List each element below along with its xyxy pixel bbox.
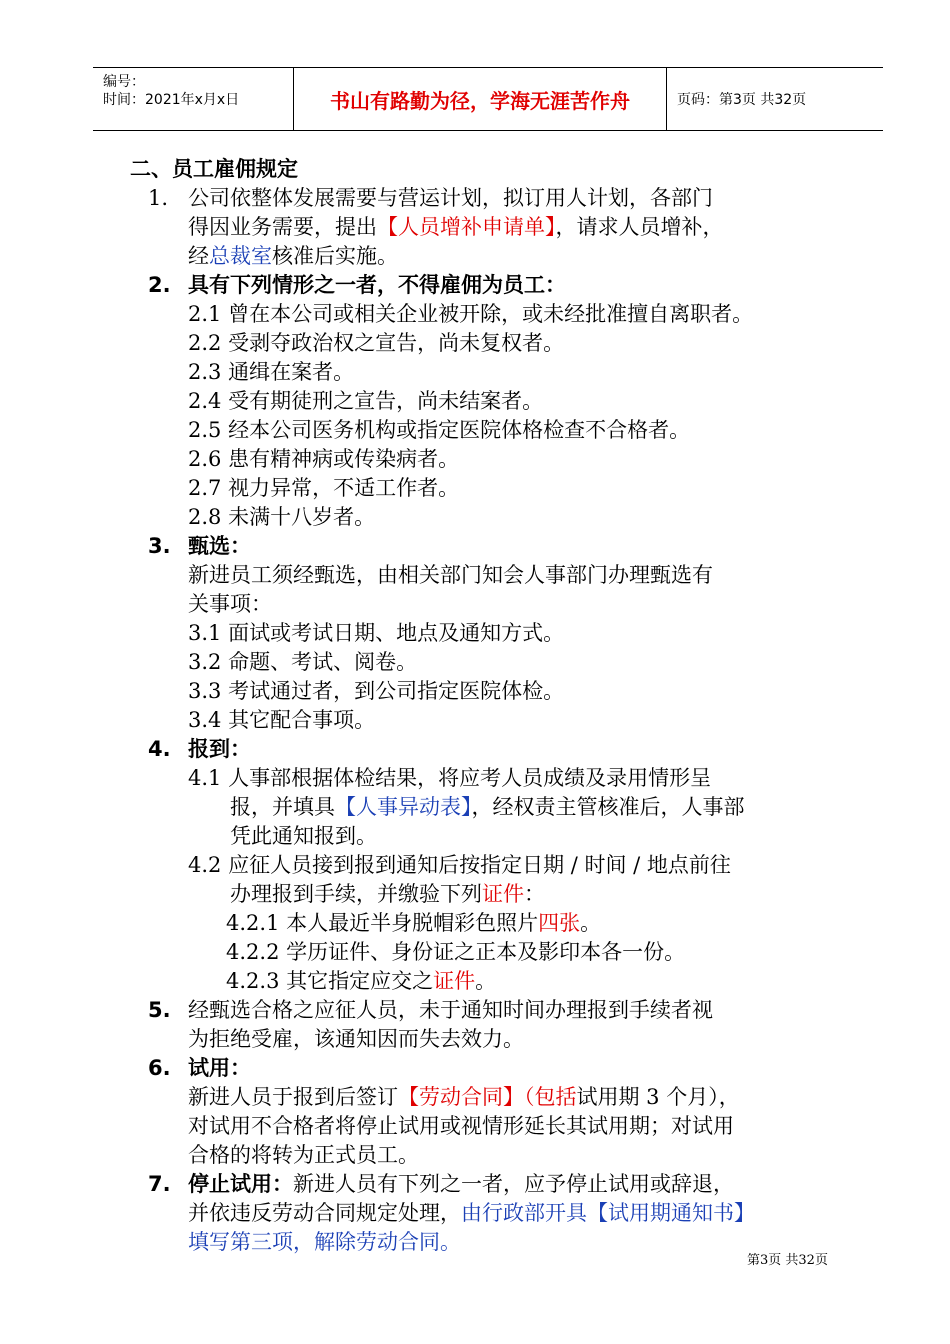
item-4-2-3 bbox=[226, 967, 496, 996]
item-6-number: 6. bbox=[148, 1056, 171, 1080]
item-3-number: 3. bbox=[148, 534, 171, 558]
item-3-line-2: 关事项： bbox=[188, 592, 272, 616]
form-reference: 【人员增补申请单】 bbox=[377, 215, 556, 239]
time-label: 时间：2021年x月x日 bbox=[103, 92, 240, 108]
item-4-2-line-2 bbox=[230, 880, 545, 909]
item-6-title: 试用： bbox=[188, 1056, 251, 1080]
item-4-number: 4. bbox=[148, 737, 171, 761]
item-3-sub: 3.1 面试或考试日期、地点及通知方式。 bbox=[188, 621, 565, 645]
item-3-title: 甄选： bbox=[188, 534, 251, 558]
item-4-2-1 bbox=[226, 909, 601, 938]
item-2-sub: 2.7 视力异常，不适工作者。 bbox=[188, 476, 460, 500]
dept-reference: 总裁室 bbox=[209, 244, 272, 268]
item-3-sub: 3.3 考试通过者，到公司指定医院体检。 bbox=[188, 679, 565, 703]
highlight-text: 四张 bbox=[538, 911, 581, 935]
item-3-sub: 3.2 命题、考试、阅卷。 bbox=[188, 650, 418, 674]
page-footer: 第3页 共32页 bbox=[747, 1253, 828, 1268]
header-motto: 书山有路勤为径，学海无涯苦作舟 bbox=[294, 68, 667, 130]
item-2-sub: 2.2 受剥夺政治权之宣告，尚未复权者。 bbox=[188, 331, 565, 355]
text-span: 经 bbox=[188, 244, 209, 268]
item-4-1-line-3: 凭此通知报到。 bbox=[230, 824, 377, 848]
text-span: 报，并填具 bbox=[230, 795, 335, 819]
item-3-line-1: 新进员工须经甄选，由相关部门知会人事部门办理甄选有 bbox=[188, 563, 713, 587]
item-1-line-1: 公司依整体发展需要与营运计划，拟订用人计划，各部门 bbox=[188, 186, 713, 210]
item-2-title: 具有下列情形之一者，不得雇佣为员工： bbox=[188, 273, 566, 297]
text-span: 。 bbox=[475, 969, 497, 993]
item-2-sub: 2.3 通缉在案者。 bbox=[188, 360, 355, 384]
text-span: 4.2.3 其它指定应交之 bbox=[226, 969, 434, 993]
text-span: 核准后实施。 bbox=[272, 244, 398, 268]
text-span: 4.2.1 本人最近半身脱帽彩色照片 bbox=[226, 911, 539, 935]
item-6-line-3: 合格的将转为正式员工。 bbox=[188, 1143, 419, 1167]
item-2-sub: 2.1 曾在本公司或相关企业被开除，或未经批准擅自离职者。 bbox=[188, 302, 754, 326]
item-4-2-2: 4.2.2 学历证件、身份证之正本及影印本各一份。 bbox=[226, 940, 686, 964]
text-span: 得因业务需要，提出 bbox=[188, 215, 377, 239]
item-7-line-3: 填写第三项，解除劳动合同。 bbox=[188, 1230, 461, 1254]
item-7-number: 7. bbox=[148, 1172, 171, 1196]
item-4-1-line-2 bbox=[230, 793, 745, 822]
highlight-text: 证件 bbox=[482, 882, 524, 906]
item-1-number: 1. bbox=[148, 186, 169, 210]
item-1-line-3 bbox=[188, 242, 398, 271]
item-1-line-2 bbox=[188, 213, 724, 242]
header-meta-cell bbox=[93, 68, 294, 130]
text-span: 新进人员有下列之一者，应予停止试用或辞退， bbox=[293, 1172, 734, 1196]
item-5-number: 5. bbox=[148, 998, 171, 1022]
item-5-line-1: 经甄选合格之应征人员，未于通知时间办理报到手续者视 bbox=[188, 998, 713, 1022]
text-span: ： bbox=[524, 882, 545, 906]
item-2-sub: 2.8 未满十八岁者。 bbox=[188, 505, 376, 529]
page-header bbox=[93, 67, 883, 131]
item-4-1-line-1: 4.1 人事部根据体检结果，将应考人员成绩及录用情形呈 bbox=[188, 766, 712, 790]
highlight-text: 证件 bbox=[433, 969, 476, 993]
form-reference: 【劳动合同】（包括 bbox=[398, 1085, 577, 1109]
item-4-title: 报到： bbox=[188, 737, 251, 761]
serial-label: 编号： bbox=[103, 74, 145, 90]
item-3-sub: 3.4 其它配合事项。 bbox=[188, 708, 376, 732]
section-title: 二、员工雇佣规定 bbox=[130, 157, 298, 181]
item-7-title: 停止试用： bbox=[188, 1172, 293, 1196]
item-6-line-1 bbox=[188, 1083, 740, 1112]
text-span: 。 bbox=[580, 911, 602, 935]
header-page-number: 页码：第3页 共32页 bbox=[677, 92, 807, 108]
form-reference: 【人事异动表】 bbox=[335, 795, 472, 819]
item-5-line-2: 为拒绝受雇，该通知因而失去效力。 bbox=[188, 1027, 524, 1051]
highlight-text: 由行政部开具【试用期通知书】 bbox=[461, 1201, 755, 1225]
item-2-sub: 2.4 受有期徒刑之宣告，尚未结案者。 bbox=[188, 389, 544, 413]
text-span: ，经权责主管核准后，人事部 bbox=[471, 795, 745, 819]
text-span: 办理报到手续，并缴验下列 bbox=[230, 882, 482, 906]
text-span: 并依违反劳动合同规定处理， bbox=[188, 1201, 461, 1225]
item-6-line-2: 对试用不合格者将停止试用或视情形延长其试用期；对试用 bbox=[188, 1114, 734, 1138]
item-7-line-1 bbox=[188, 1170, 734, 1199]
text-span: 新进人员于报到后签订 bbox=[188, 1085, 398, 1109]
text-span: ，请求人员增补， bbox=[555, 215, 724, 239]
text-span: 试用期 3 个月）， bbox=[576, 1085, 740, 1109]
item-2-sub: 2.5 经本公司医务机构或指定医院体格检查不合格者。 bbox=[188, 418, 691, 442]
item-2-number: 2. bbox=[148, 273, 171, 297]
item-2-sub: 2.6 患有精神病或传染病者。 bbox=[188, 447, 460, 471]
item-7-line-2 bbox=[188, 1199, 755, 1228]
item-4-2-line-1: 4.2 应征人员接到报到通知后按指定日期 / 时间 / 地点前往 bbox=[188, 853, 731, 877]
